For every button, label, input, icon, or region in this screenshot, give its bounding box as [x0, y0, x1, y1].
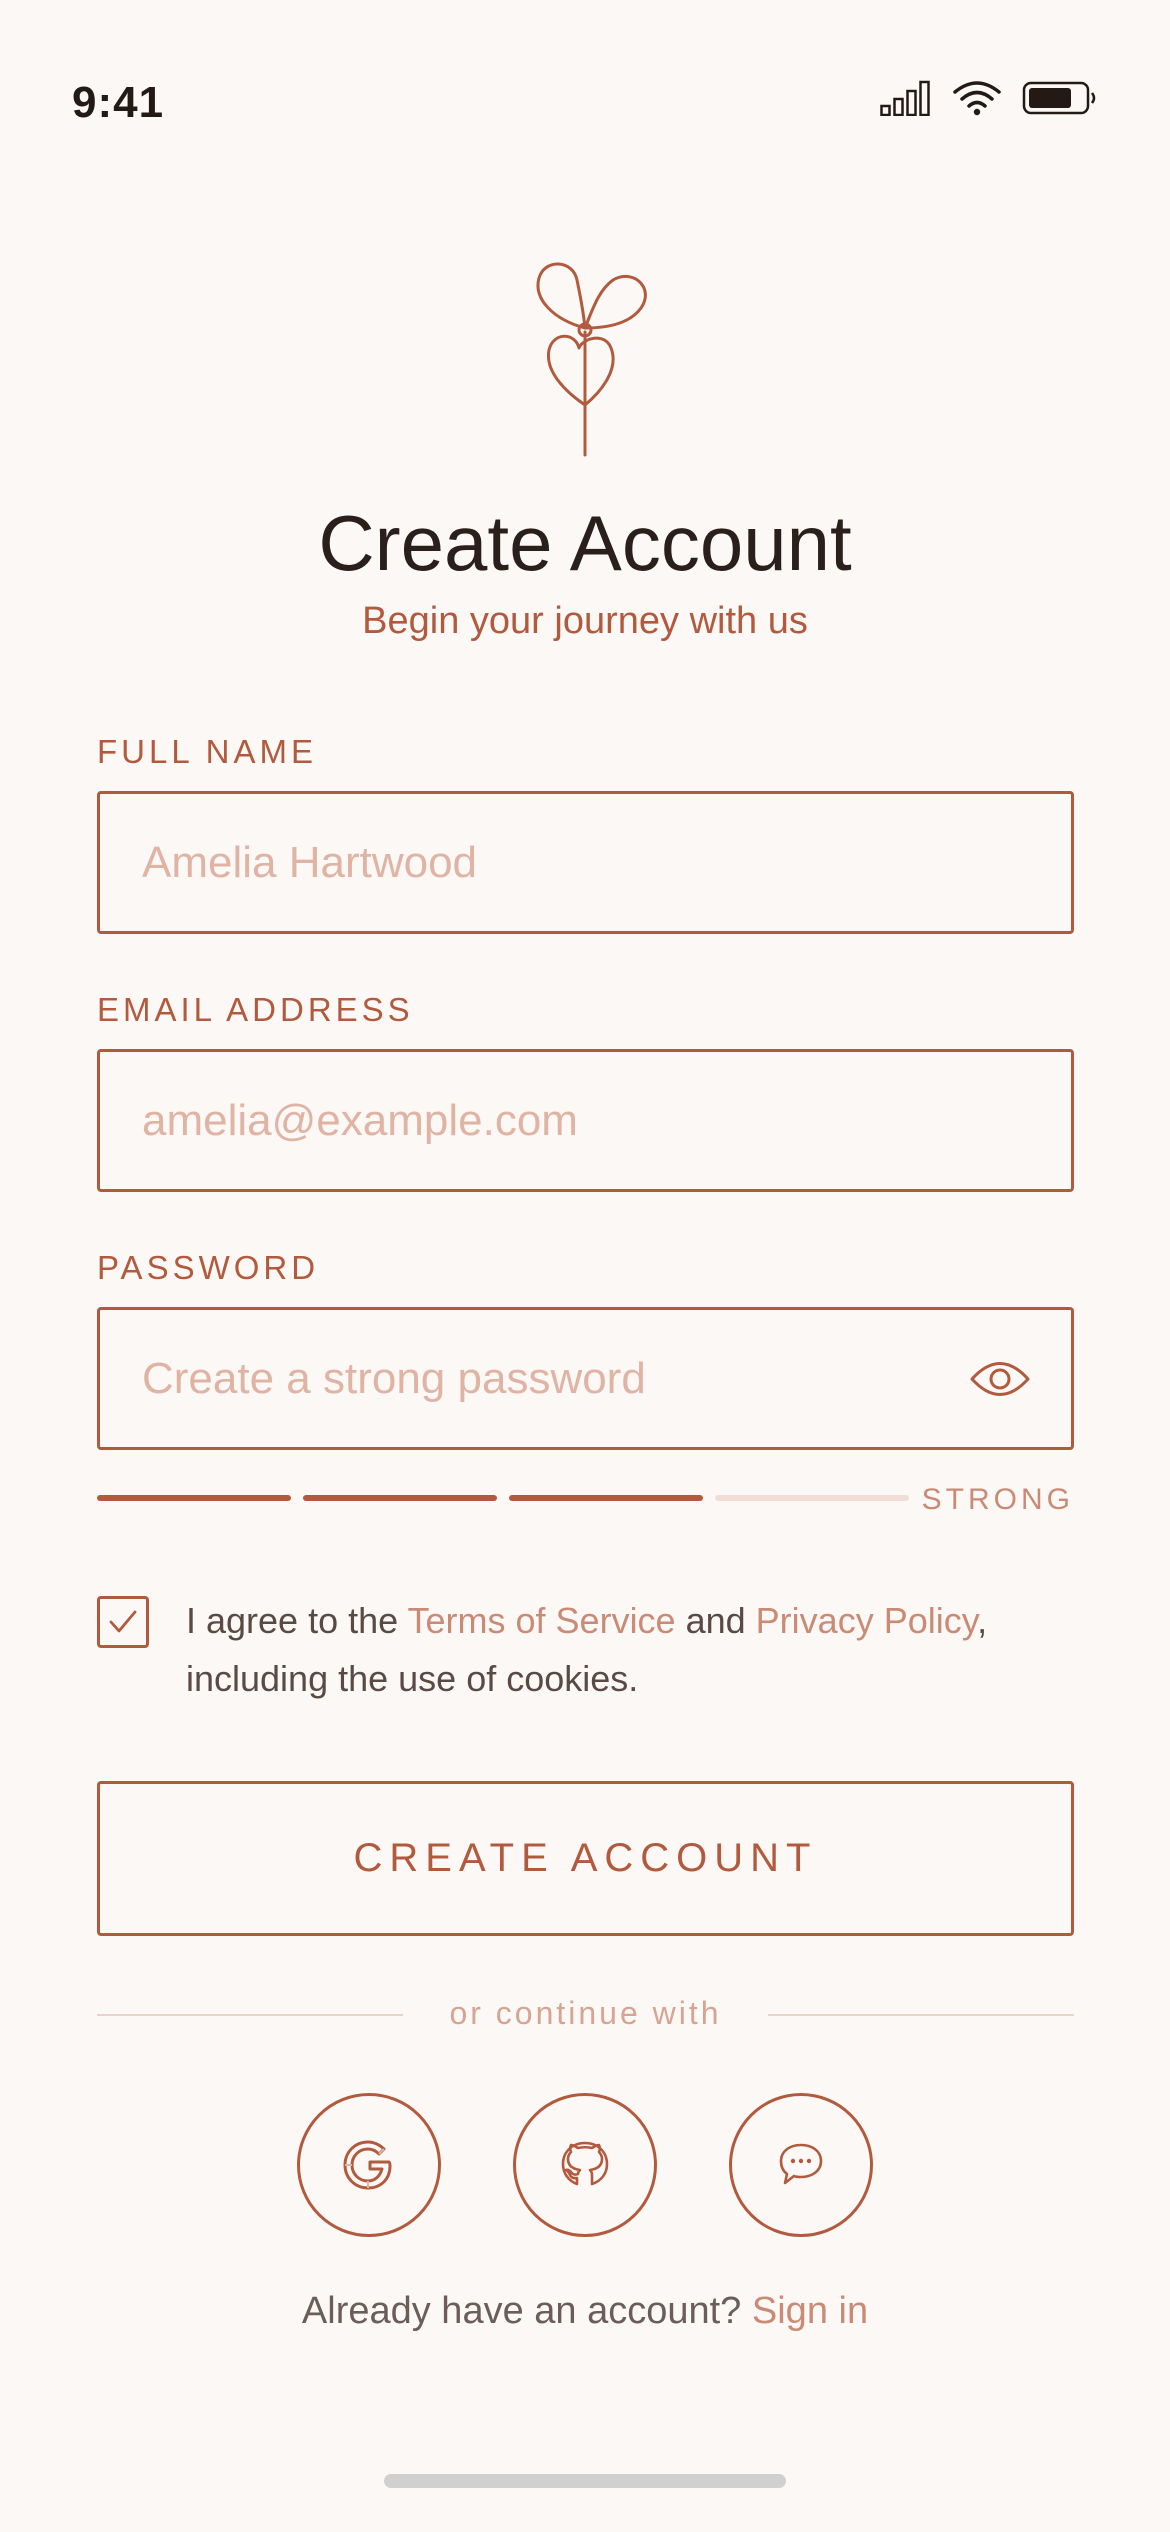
- chat-login-button[interactable]: [729, 2093, 873, 2237]
- terms-checkbox[interactable]: [97, 1596, 149, 1648]
- email-field[interactable]: [97, 1049, 1074, 1192]
- social-login-buttons: [0, 2093, 1170, 2237]
- eye-icon[interactable]: [969, 1354, 1031, 1404]
- terms-prefix: I agree to the: [186, 1600, 408, 1641]
- terms-line2: including the use of cookies.: [186, 1658, 639, 1699]
- google-icon: [339, 2135, 399, 2195]
- google-login-button[interactable]: [297, 2093, 441, 2237]
- chat-bubble-icon: [773, 2137, 829, 2193]
- social-divider: [97, 1995, 1074, 2035]
- github-login-button[interactable]: [513, 2093, 657, 2237]
- divider-text: or continue with: [449, 1995, 722, 2031]
- privacy-policy-link[interactable]: Privacy Policy: [755, 1600, 978, 1641]
- checkmark-icon: [107, 1608, 139, 1636]
- home-indicator[interactable]: [384, 2474, 786, 2488]
- password-field[interactable]: [97, 1307, 1074, 1450]
- terms-text: [186, 1592, 1066, 1708]
- password-placeholder: Create a strong password: [142, 1353, 646, 1403]
- full-name-label: FULL NAME: [97, 733, 317, 770]
- status-icons: [880, 80, 1098, 116]
- strength-label: STRONG: [921, 1483, 1074, 1516]
- cellular-signal-icon: [880, 80, 932, 116]
- terms-of-service-link[interactable]: Terms of Service: [407, 1600, 676, 1641]
- email-placeholder: amelia@example.com: [142, 1095, 578, 1145]
- page-subtitle: Begin your journey with us: [362, 600, 808, 642]
- status-bar: [0, 0, 1170, 210]
- sign-in-link[interactable]: Sign in: [751, 2290, 869, 2332]
- create-account-button[interactable]: CREATE ACCOUNT: [97, 1781, 1074, 1936]
- password-label: PASSWORD: [97, 1249, 320, 1286]
- sign-in-prompt: [0, 2290, 1170, 2333]
- heart-flower-logo-icon: [515, 250, 655, 460]
- sign-in-text: Already have an account?: [301, 2290, 742, 2332]
- page-title: Create Account: [318, 499, 852, 587]
- full-name-field[interactable]: [97, 791, 1074, 934]
- app-logo: [0, 250, 1170, 460]
- terms-middle: and: [675, 1600, 756, 1641]
- strength-segment: [715, 1495, 909, 1501]
- full-name-placeholder: Amelia Hartwood: [142, 837, 478, 887]
- wifi-icon: [952, 80, 1002, 116]
- divider-line-right: [768, 2014, 1074, 2016]
- battery-icon: [1022, 80, 1098, 116]
- terms-suffix: ,: [977, 1600, 988, 1641]
- strength-segment: [97, 1495, 291, 1501]
- strength-segment: [509, 1495, 703, 1501]
- strength-segment: [303, 1495, 497, 1501]
- email-label: EMAIL ADDRESS: [97, 991, 414, 1028]
- password-strength-meter: [97, 1483, 1074, 1516]
- github-icon: [555, 2135, 615, 2195]
- status-time: 9:41: [72, 78, 165, 127]
